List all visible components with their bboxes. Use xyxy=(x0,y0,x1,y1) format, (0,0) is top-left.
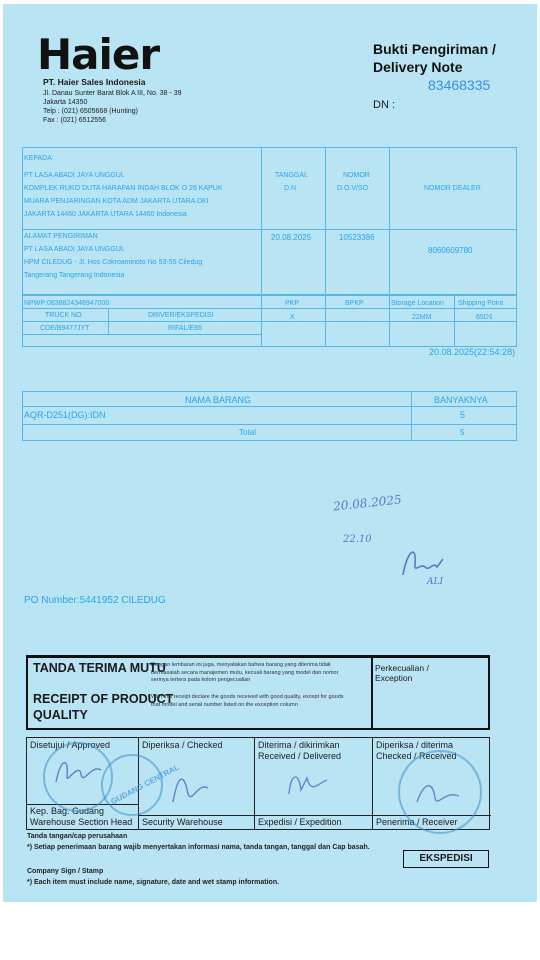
table-divider xyxy=(22,321,517,322)
receipt-divider xyxy=(371,655,373,730)
expedition-signature xyxy=(283,764,333,804)
table-divider xyxy=(22,229,517,230)
nomor-label: NOMOR xyxy=(343,172,370,179)
kepada-label: KEPADA xyxy=(24,155,52,162)
warehouse-stamp-text: GUDANG CENTRAL xyxy=(109,762,181,807)
driver-value: RIFAL/E86 xyxy=(168,325,202,332)
note-requirement-id: *) Setiap penerimaan barang wajib menyertakan informasi nama, tanda tangan, tanggal dan Cap basah. xyxy=(27,844,370,851)
signature-foot-line: Penerima / Receiver xyxy=(376,817,458,827)
receipt-title-id: TANDA TERIMA MUTU xyxy=(33,661,166,675)
handwritten-time: 22.10 xyxy=(343,534,372,545)
approver-signature xyxy=(51,752,106,792)
truck-no-value: CDE/B9477JYT xyxy=(40,325,90,332)
company-address xyxy=(43,89,182,125)
tanggal-label: TANGGAL xyxy=(275,172,308,179)
print-timestamp: 20.08.2025(22:54:28) xyxy=(429,347,516,357)
table-divider xyxy=(454,295,455,347)
pkp-value: X xyxy=(290,314,295,321)
doc-title-line: Bukti Pengiriman / xyxy=(373,41,496,57)
alamat-line: PT LASA ABADI JAYA UNGGUL xyxy=(24,246,125,253)
address-line: Telp : (021) 6505668 (Hunting) xyxy=(43,108,138,115)
note-sign-stamp-en: Company Sign / Stamp xyxy=(27,868,104,875)
banyaknya-label: BANYAKNYA xyxy=(434,395,488,405)
doc-title-line: Delivery Note xyxy=(373,59,463,75)
kepada-line: KOMPLEK RUKO DUTA HARAPAN INDAH BLOK O 26 KAPUK xyxy=(24,185,223,192)
alamat-label: ALAMAT PENGIRIMAN xyxy=(24,233,98,240)
signature-head: Disetujui / Approved xyxy=(30,740,111,750)
alamat-line: HPM CILEDUG - Jl. Hos Cokroaminoto No 53-55 Ciledug xyxy=(24,259,203,266)
signature-scribble xyxy=(395,539,455,589)
kepada-line: JAKARTA 14460 JAKARTA UTARA 14460 Indonesia xyxy=(24,211,187,218)
receipt-text-en: With this receipt declare the goods received with good quality, except for goods that model and serial number listed on the exception column xyxy=(151,694,344,708)
driver-label: DRIVER/EKSPEDISI xyxy=(148,312,214,319)
signature-head-line: Checked / Received xyxy=(376,751,457,761)
signature-foot-line: Warehouse Section Head xyxy=(30,817,133,827)
receiver-signature xyxy=(413,776,463,816)
address-line: Jl. Danau Sunter Barat Blok A III, No. 38 - 39 xyxy=(43,90,182,97)
address-line: Fax : (021) 6512556 xyxy=(43,117,107,124)
item-qty: 5 xyxy=(460,410,466,420)
table-divider xyxy=(22,406,517,407)
tanggal-value: 20.08.2025 xyxy=(271,233,312,242)
receipt-title-en-2: QUALITY xyxy=(33,708,88,722)
truck-no-label: TRUCK NO. xyxy=(45,312,84,319)
security-signature xyxy=(168,764,213,809)
dn-label: DN : xyxy=(373,99,395,111)
nama-barang-label: NAMA BARANG xyxy=(185,395,252,405)
table-divider xyxy=(108,308,109,334)
receipt-text-id: Dengan lembaran ini juga, menyatakan bahwa barang yang diterima tidak bermasalah secara manajemen mutu, kecuali barang yang model dan nomor serinya tertera pada kolom pengecualian xyxy=(151,662,339,683)
alamat-line: Tangerang Tangerang Indonesia xyxy=(24,272,125,279)
signature-foot xyxy=(139,815,254,829)
exception-label xyxy=(375,663,429,683)
po-number: PO Number:5441952 CILEDUG xyxy=(24,595,166,606)
bpkp-label: BPKP xyxy=(345,300,364,307)
tanggal-sub: D.N xyxy=(284,185,297,192)
signature-head-line: Received / Delivered xyxy=(258,751,342,761)
signature-foot xyxy=(255,815,372,829)
table-divider xyxy=(22,334,262,335)
nomor-sub: D.O.V/SO xyxy=(337,185,369,192)
company-name: PT. Haier Sales Indonesia xyxy=(43,77,146,87)
receipt-title-en: RECEIPT OF PRODUCT xyxy=(33,692,174,706)
shipping-point-label: Shipping Point xyxy=(458,300,504,307)
delivery-note-sheet xyxy=(3,4,537,902)
exception-label-line: Perkecualian / xyxy=(375,663,429,673)
handwritten-initials: ALI xyxy=(427,577,444,587)
storage-location-value: 22MM xyxy=(412,314,432,321)
signature-foot-line: Expedisi / Expedition xyxy=(258,817,342,827)
signature-head: Diperiksa / Checked xyxy=(142,740,223,750)
item-name: AQR-D251(DG):IDN xyxy=(24,410,106,420)
haier-logo: Haier xyxy=(37,30,160,79)
nomor-dealer-label: NOMOR DEALER xyxy=(424,185,481,192)
table-divider xyxy=(411,391,412,441)
pkp-label: PKP xyxy=(285,300,300,307)
shipping-point-value: 65D1 xyxy=(476,314,493,321)
npwp: NPWP:0838824348947000 xyxy=(24,300,110,307)
signature-head-line: Diperiksa / diterima xyxy=(376,740,454,750)
document-title xyxy=(373,40,496,76)
kepada-line: MUARA PENJARINGAN KOTA ADM JAKARTA UTARA DKI xyxy=(24,198,209,205)
document-number: 83468335 xyxy=(428,77,491,93)
signature-head xyxy=(258,740,341,762)
total-label: Total xyxy=(239,428,256,437)
signature-foot-line: Kep. Bag. Gudang xyxy=(30,806,105,816)
address-line: Jakarta 14350 xyxy=(43,99,88,106)
note-sign-stamp-id: Tanda tangan/cap perusahaan xyxy=(27,833,128,840)
storage-location-label: Storage Location xyxy=(391,300,444,307)
table-divider xyxy=(22,424,517,425)
dealer-value: 8060609780 xyxy=(428,246,473,255)
total-value: 5 xyxy=(460,428,465,437)
ekspedisi-copy-label: EKSPEDISI xyxy=(403,850,489,868)
note-requirement-en: *) Each item must include name, signature, date and wet stamp information. xyxy=(27,879,280,886)
exception-label-line: Exception xyxy=(375,673,413,683)
kepada-line: PT LASA ABADI JAYA UNGGUL xyxy=(24,172,125,179)
handwritten-date: 20.08.2025 xyxy=(332,492,403,514)
nomor-value: 10523386 xyxy=(339,233,375,242)
signature-foot-line: Security Warehouse xyxy=(142,817,223,827)
signature-head-line: Diterima / dikirimkan xyxy=(258,740,340,750)
